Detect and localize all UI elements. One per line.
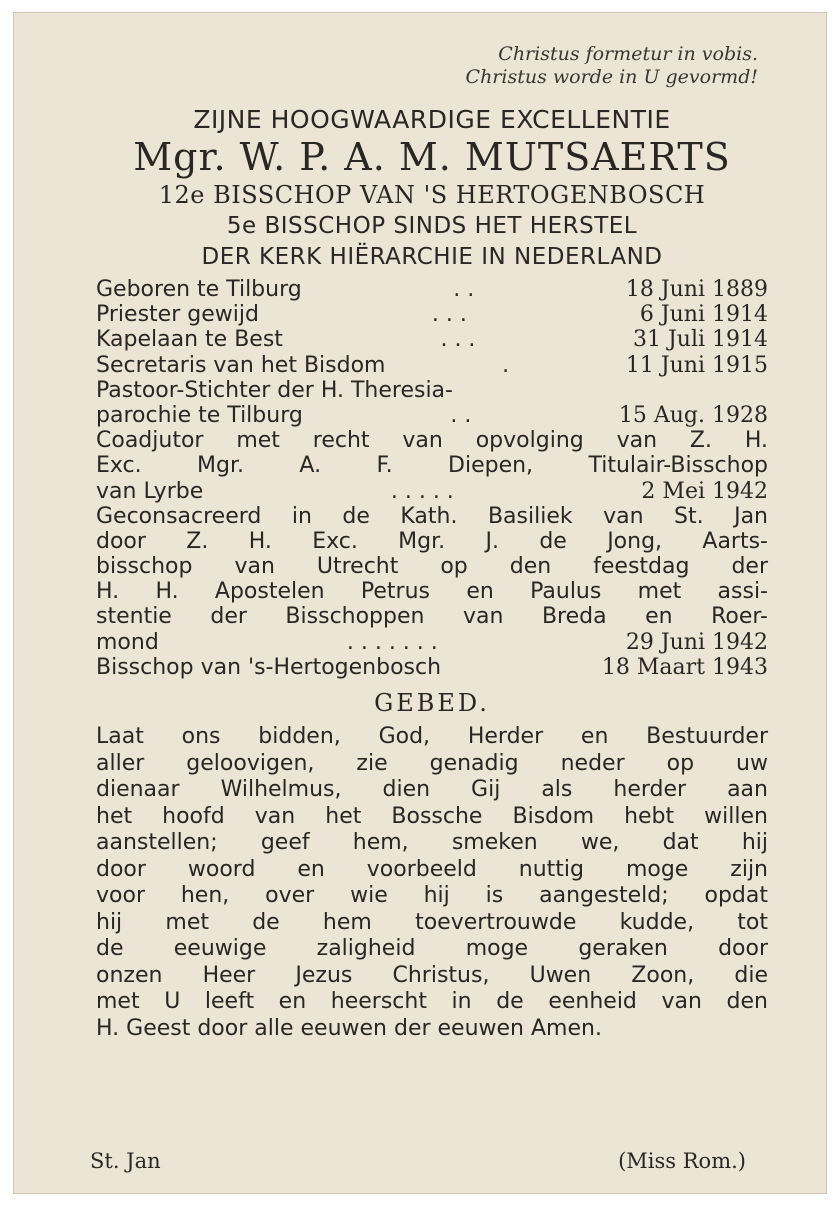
prayer-line: aller geloovigen, zie genadig neder op uw [96, 750, 768, 776]
bio-date: 6 Juni 1914 [639, 302, 768, 328]
bio-dots: . . . . . . . [346, 629, 438, 655]
bio-label: Bisschop van 's-Hertogenbosch [96, 654, 442, 680]
bio-text-line: bisschop van Utrecht op den feestdag der [96, 554, 768, 580]
prayer-line: voor hen, over wie hij is aangesteld; opdat [96, 883, 768, 908]
bio-date: 2 Mei 1942 [641, 478, 768, 504]
bio-dots: . . [450, 402, 472, 428]
bio-row-kapelaan [96, 327, 768, 352]
title-line-4: 5e BISSCHOP SINDS HET HERSTEL [226, 213, 638, 239]
card-content [96, 43, 768, 1042]
bio-label: Kapelaan te Best [96, 327, 283, 353]
motto-latin: Christus formetur in vobis. [498, 43, 758, 65]
bio-dots: . . . [440, 327, 476, 353]
bio-text-line: H. H. Apostelen Petrus en Paulus met assi- [96, 579, 768, 605]
prayer-text [96, 724, 768, 1042]
bio-row-secretaris [96, 353, 768, 378]
bio-dots: . . [453, 277, 475, 302]
bio-row-born [96, 277, 768, 302]
bio-text-line: Geconsacreerd in de Kath. Basiliek van St. Jan [96, 503, 768, 529]
bio-text-line: Pastoor-Stichter der H. Theresia- [96, 377, 453, 403]
bio-date: 29 Juni 1942 [625, 629, 768, 655]
footer-source: (Miss Rom.) [618, 1149, 746, 1173]
bio-row-bishop [96, 655, 768, 680]
bio-dots: . . . [431, 302, 467, 328]
prayer-heading: GEBED. [374, 689, 490, 717]
bio-dots: . . . . . [390, 478, 454, 504]
bio-date: 18 Maart 1943 [601, 654, 768, 680]
motto-dutch: Christus worde in U gevormd! [465, 66, 758, 88]
bio-label: mond [96, 629, 159, 655]
prayer-line: de eeuwige zaligheid moge geraken door [96, 936, 768, 961]
bio-label: Geboren te Tilburg [96, 277, 302, 302]
biography [96, 277, 768, 680]
bio-label: Secretaris van het Bisdom [96, 352, 386, 378]
bio-text-line: stentie der Bisschoppen van Breda en Roer- [96, 604, 768, 630]
bio-text-line: Exc. Mgr. A. F. Diepen, Titulair-Bisschop [96, 453, 768, 479]
memorial-card [13, 12, 827, 1194]
prayer-line: Laat ons bidden, God, Herder en Bestuurder [96, 724, 768, 749]
bio-date: 18 Juni 1889 [625, 277, 768, 302]
prayer-line: hij met de hem toevertrouwde kudde, tot [96, 909, 768, 935]
title-line-5: DER KERK HIËRARCHIE IN NEDERLAND [201, 244, 663, 270]
card-footer [90, 1149, 746, 1173]
prayer-line: H. Geest door alle eeuwen der eeuwen Amen. [96, 1015, 602, 1041]
bio-dots: . [502, 352, 510, 378]
prayer-line: dienaar Wilhelmus, dien Gij als herder aan [96, 777, 768, 802]
bio-date: 15 Aug. 1928 [618, 402, 768, 428]
bio-row-consecrated [96, 630, 768, 655]
bio-text-line: door Z. H. Exc. Mgr. J. de Jong, Aarts- [96, 528, 768, 554]
bio-text-line: Coadjutor met recht van opvolging van Z. H. [96, 428, 768, 454]
title-line-3: 12e BISSCHOP VAN 'S HERTOGENBOSCH [158, 181, 706, 209]
bio-row-priest [96, 302, 768, 327]
footer-place: St. Jan [90, 1149, 161, 1173]
prayer-line: aanstellen; geef hem, smeken we, dat hij [96, 830, 768, 855]
prayer-line: met U leeft en heerscht in de eenheid van den [96, 989, 768, 1014]
bio-label: parochie te Tilburg [96, 402, 303, 428]
prayer-line: onzen Heer Jezus Christus, Uwen Zoon, die [96, 962, 768, 988]
bio-row-coadjutor [96, 479, 768, 504]
motto [96, 43, 768, 89]
bio-row-pastoor [96, 403, 768, 428]
prayer-line: het hoofd van het Bossche Bisdom hebt willen [96, 803, 768, 829]
bishop-name: Mgr. W. P. A. M. MUTSAERTS [133, 135, 731, 179]
bio-date: 31 Juli 1914 [632, 327, 768, 353]
bio-label: Priester gewijd [96, 302, 259, 328]
bio-date: 11 Juni 1915 [625, 352, 768, 378]
prayer-line: door woord en voorbeeld nuttig moge zijn [96, 856, 768, 882]
title-line-1: ZIJNE HOOGWAARDIGE EXCELLENTIE [193, 105, 671, 134]
bio-label: van Lyrbe [96, 478, 204, 504]
